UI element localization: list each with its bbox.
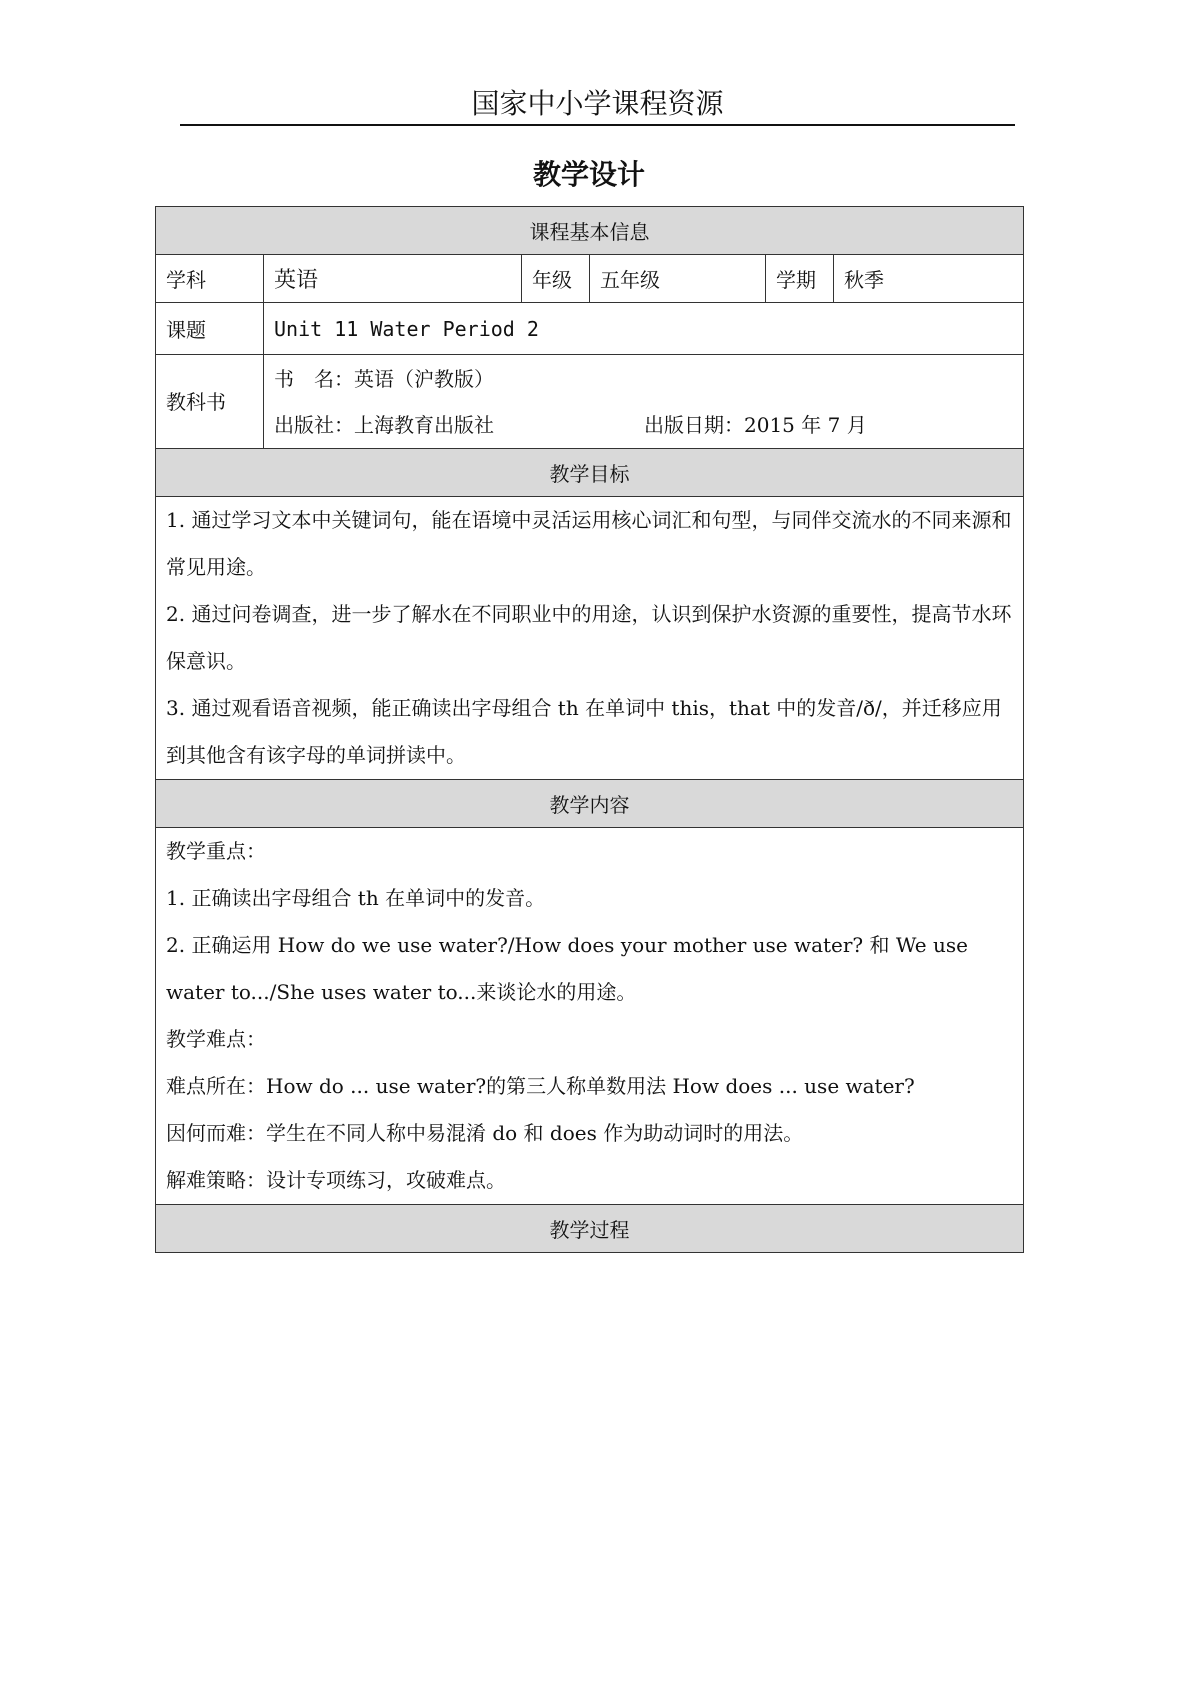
term-value: 秋季 — [834, 255, 1024, 303]
section-objectives: 教学目标 — [156, 449, 1024, 497]
subject-value: 英语 — [264, 255, 522, 303]
key-point-item: 1. 正确读出字母组合 th 在单词中的发音。 — [166, 886, 546, 910]
difficulty-where: 难点所在：How do ... use water?的第三人称单数用法 How does ... use water? — [166, 1074, 915, 1098]
lesson-plan-table — [155, 206, 1024, 1253]
content-body — [156, 828, 1024, 1205]
key-point-item: 2. 正确运用 How do we use water?/How does your mother use water? 和 We use water to.../She uses water to...来谈论水的用途。 — [166, 933, 968, 1004]
page-header: 国家中小学课程资源 — [471, 87, 724, 120]
topic-label: 课题 — [156, 303, 264, 355]
objective-item: 1. 通过学习文本中关键词句，能在语境中灵活运用核心词汇和句型，与同伴交流水的不同来源和常见用途。 — [166, 508, 1012, 579]
publisher-line — [274, 402, 1013, 448]
publish-date: 出版日期：2015 年 7 月 — [644, 412, 867, 437]
publisher: 出版社：上海教育出版社 — [274, 412, 494, 437]
textbook-label-text: 教科书 — [166, 389, 226, 414]
section-process: 教学过程 — [156, 1205, 1024, 1253]
term-label: 学期 — [766, 255, 834, 303]
subject-label: 学科 — [156, 255, 264, 303]
textbook-info — [264, 355, 1024, 449]
section-content: 教学内容 — [156, 780, 1024, 828]
grade-value: 五年级 — [590, 255, 766, 303]
difficulty-solution: 解难策略：设计专项练习，攻破难点。 — [166, 1168, 506, 1192]
objectives-list — [156, 497, 1024, 780]
key-points-title: 教学重点： — [166, 839, 266, 863]
doc-title: 教学设计 — [532, 158, 645, 191]
difficulty-title: 教学难点： — [166, 1027, 266, 1051]
section-basic-info: 课程基本信息 — [156, 207, 1024, 255]
header-rule — [180, 124, 1015, 126]
book-name: 书 名：英语（沪教版） — [274, 366, 494, 391]
topic-value: Unit 11 Water Period 2 — [264, 303, 1024, 355]
difficulty-why: 因何而难：学生在不同人称中易混淆 do 和 does 作为助动词时的用法。 — [166, 1121, 804, 1145]
grade-label: 年级 — [522, 255, 590, 303]
objective-item: 2. 通过问卷调查，进一步了解水在不同职业中的用途，认识到保护水资源的重要性，提高节水环保意识。 — [166, 602, 1012, 673]
textbook-label — [156, 355, 264, 449]
objective-item: 3. 通过观看语音视频，能正确读出字母组合 th 在单词中 this，that 中的发音/ð/，并迁移应用到其他含有该字母的单词拼读中。 — [166, 696, 1002, 767]
